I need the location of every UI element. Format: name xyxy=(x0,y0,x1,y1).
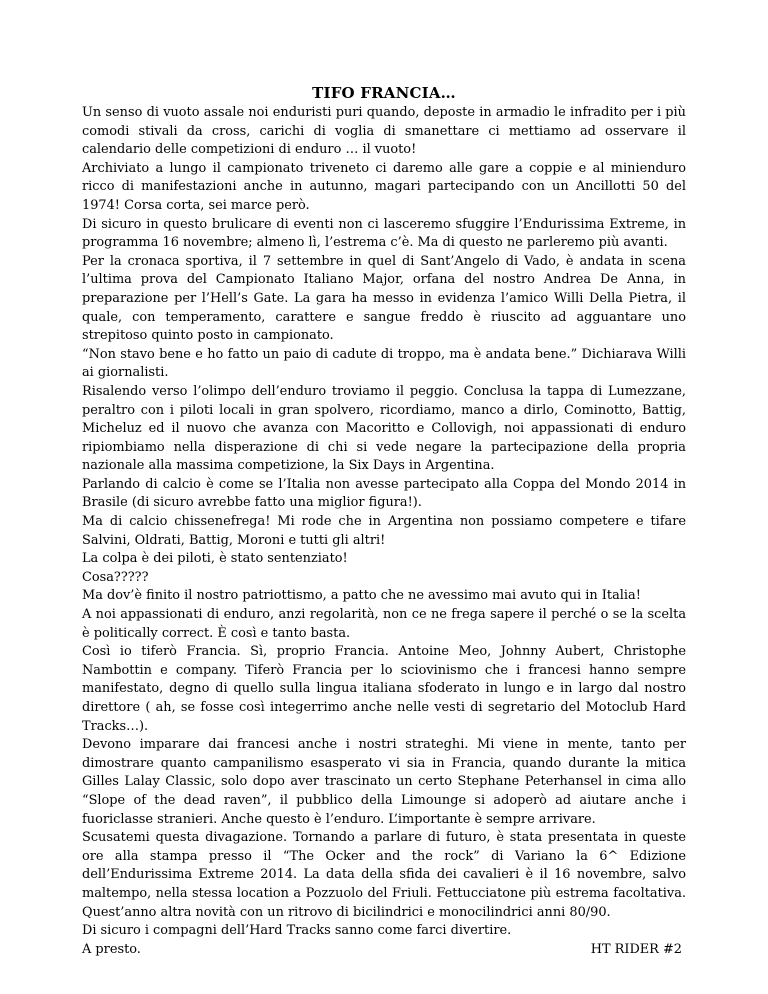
paragraph: Così io tiferò Francia. Sì, proprio Francia. Antoine Meo, Johnny Aubert, Christophe Nambottin e company. Tiferò Francia per lo sciovinismo che i francesi hanno sempre manifestato, degno di quello sulla lingua italiana sfoderato in lungo e in largo dal nostro direttore ( ah, se fosse così integerrimo anche nelle vesti di segretario del Motoclub Hard Tracks…). xyxy=(82,644,686,734)
paragraph: Archiviato a lungo il campionato triveneto ci daremo alle gare a coppie e al minienduro ricco di manifestazioni anche in autunno, magari partecipando con un Ancillotti 50 del 1974! Corsa corta, sei marce però. xyxy=(82,160,686,213)
paragraph: Scusatemi questa divagazione. Tornando a parlare di futuro, è stata presentata in queste ore alla stampa presso il “The Ocker and the rock” di Variano la 6^ Edizione dell’Endurissima Extreme 2014. La data della sfida dei cavalieri è il 16 novembre, salvo maltempo, nella stessa location a Pozzuolo del Friuli. Fettucciatone più estrema facoltativa. Quest’anno altra novità con un ritrovo di bicilindrici e monocilindrici anni 80/90. xyxy=(82,830,686,920)
paragraph: Cosa????? xyxy=(82,569,149,585)
document-title: TIFO FRANCIA… xyxy=(312,84,456,102)
paragraph: Devono imparare dai francesi anche i nostri strateghi. Mi viene in mente, tanto per dimostrare quanto campanilismo esasperato vi sia in Francia, quando durante la mitica Gilles Lalay Classic, solo dopo aver trascinato un certo Stephane Peterhansel in cima allo “Slope of the dead raven”, il pubblico della Limounge si adoperò ad aiutare anche i fuoriclasse stranieri. Anche questo è l’enduro. L’importante è sempre arrivare. xyxy=(82,737,686,827)
paragraph: La colpa è dei piloti, è stato sentenziato! xyxy=(82,551,348,567)
paragraph: A noi appassionati di enduro, anzi regolarità, non ce ne frega sapere il perché o se la scelta è politically correct. È così e tanto basta. xyxy=(82,607,686,641)
closing-line xyxy=(82,941,686,960)
closing-text: A presto. xyxy=(82,941,141,957)
paragraph: Un senso di vuoto assale noi enduristi puri quando, deposte in armadio le infradito per i più comodi stivali da cross, carichi di voglia di smanettare ci mettiamo ad osservare il calendario delle competizioni di enduro … il vuoto! xyxy=(82,105,686,158)
paragraph: Per la cronaca sportiva, il 7 settembre in quel di Sant’Angelo di Vado, è andata in scena l’ultima prova del Campionato Italiano Major, orfana del nostro Andrea De Anna, in preparazione per l’Hell’s Gate. La gara ha messo in evidenza l’amico Willi Della Pietra, il quale, con temperamento, carattere e sangue freddo è riuscito ad agguantare uno strepitoso quinto posto in campionato. xyxy=(82,253,686,344)
paragraph: Ma di calcio chissenefrega! Mi rode che in Argentina non possiamo competere e tifare Salvini, Oldrati, Battig, Moroni e tutti gli altri! xyxy=(82,514,686,548)
paragraph: Di sicuro in questo brulicare di eventi non ci lasceremo sfuggire l’Endurissima Extreme, in programma 16 novembre; almeno lì, l’estrema c’è. Ma di questo ne parleremo più avanti. xyxy=(82,216,686,251)
paragraph: Parlando di calcio è come se l’Italia non avesse partecipato alla Coppa del Mondo 2014 in Brasile (di sicuro avrebbe fatto una miglior figura!). xyxy=(82,476,686,511)
author-signature: HT RIDER #2 xyxy=(590,941,682,957)
paragraph: Ma dov’è finito il nostro patriottismo, a patto che ne avessimo mai avuto qui in Italia! xyxy=(82,588,641,604)
paragraph: Di sicuro i compagni dell’Hard Tracks sanno come farci divertire. xyxy=(82,923,512,939)
paragraph: Risalendo verso l’olimpo dell’enduro troviamo il peggio. Conclusa la tappa di Lumezzane, peraltro con i piloti locali in gran spolvero, ricordiamo, manco a dirlo, Cominotto, Battig, Micheluz ed il nuovo che avanza con Macoritto e Collovigh, noi appassionati di enduro ripiombiamo nella disperazione di chi si vede negare la partecipazione della propria nazionale alla massima competizione, la Six Days in Argentina. xyxy=(82,383,686,474)
document-body xyxy=(82,104,686,959)
paragraph: “Non stavo bene e ho fatto un paio di cadute di troppo, ma è andata bene.” Dichiarava Willi ai giornalisti. xyxy=(82,346,686,381)
